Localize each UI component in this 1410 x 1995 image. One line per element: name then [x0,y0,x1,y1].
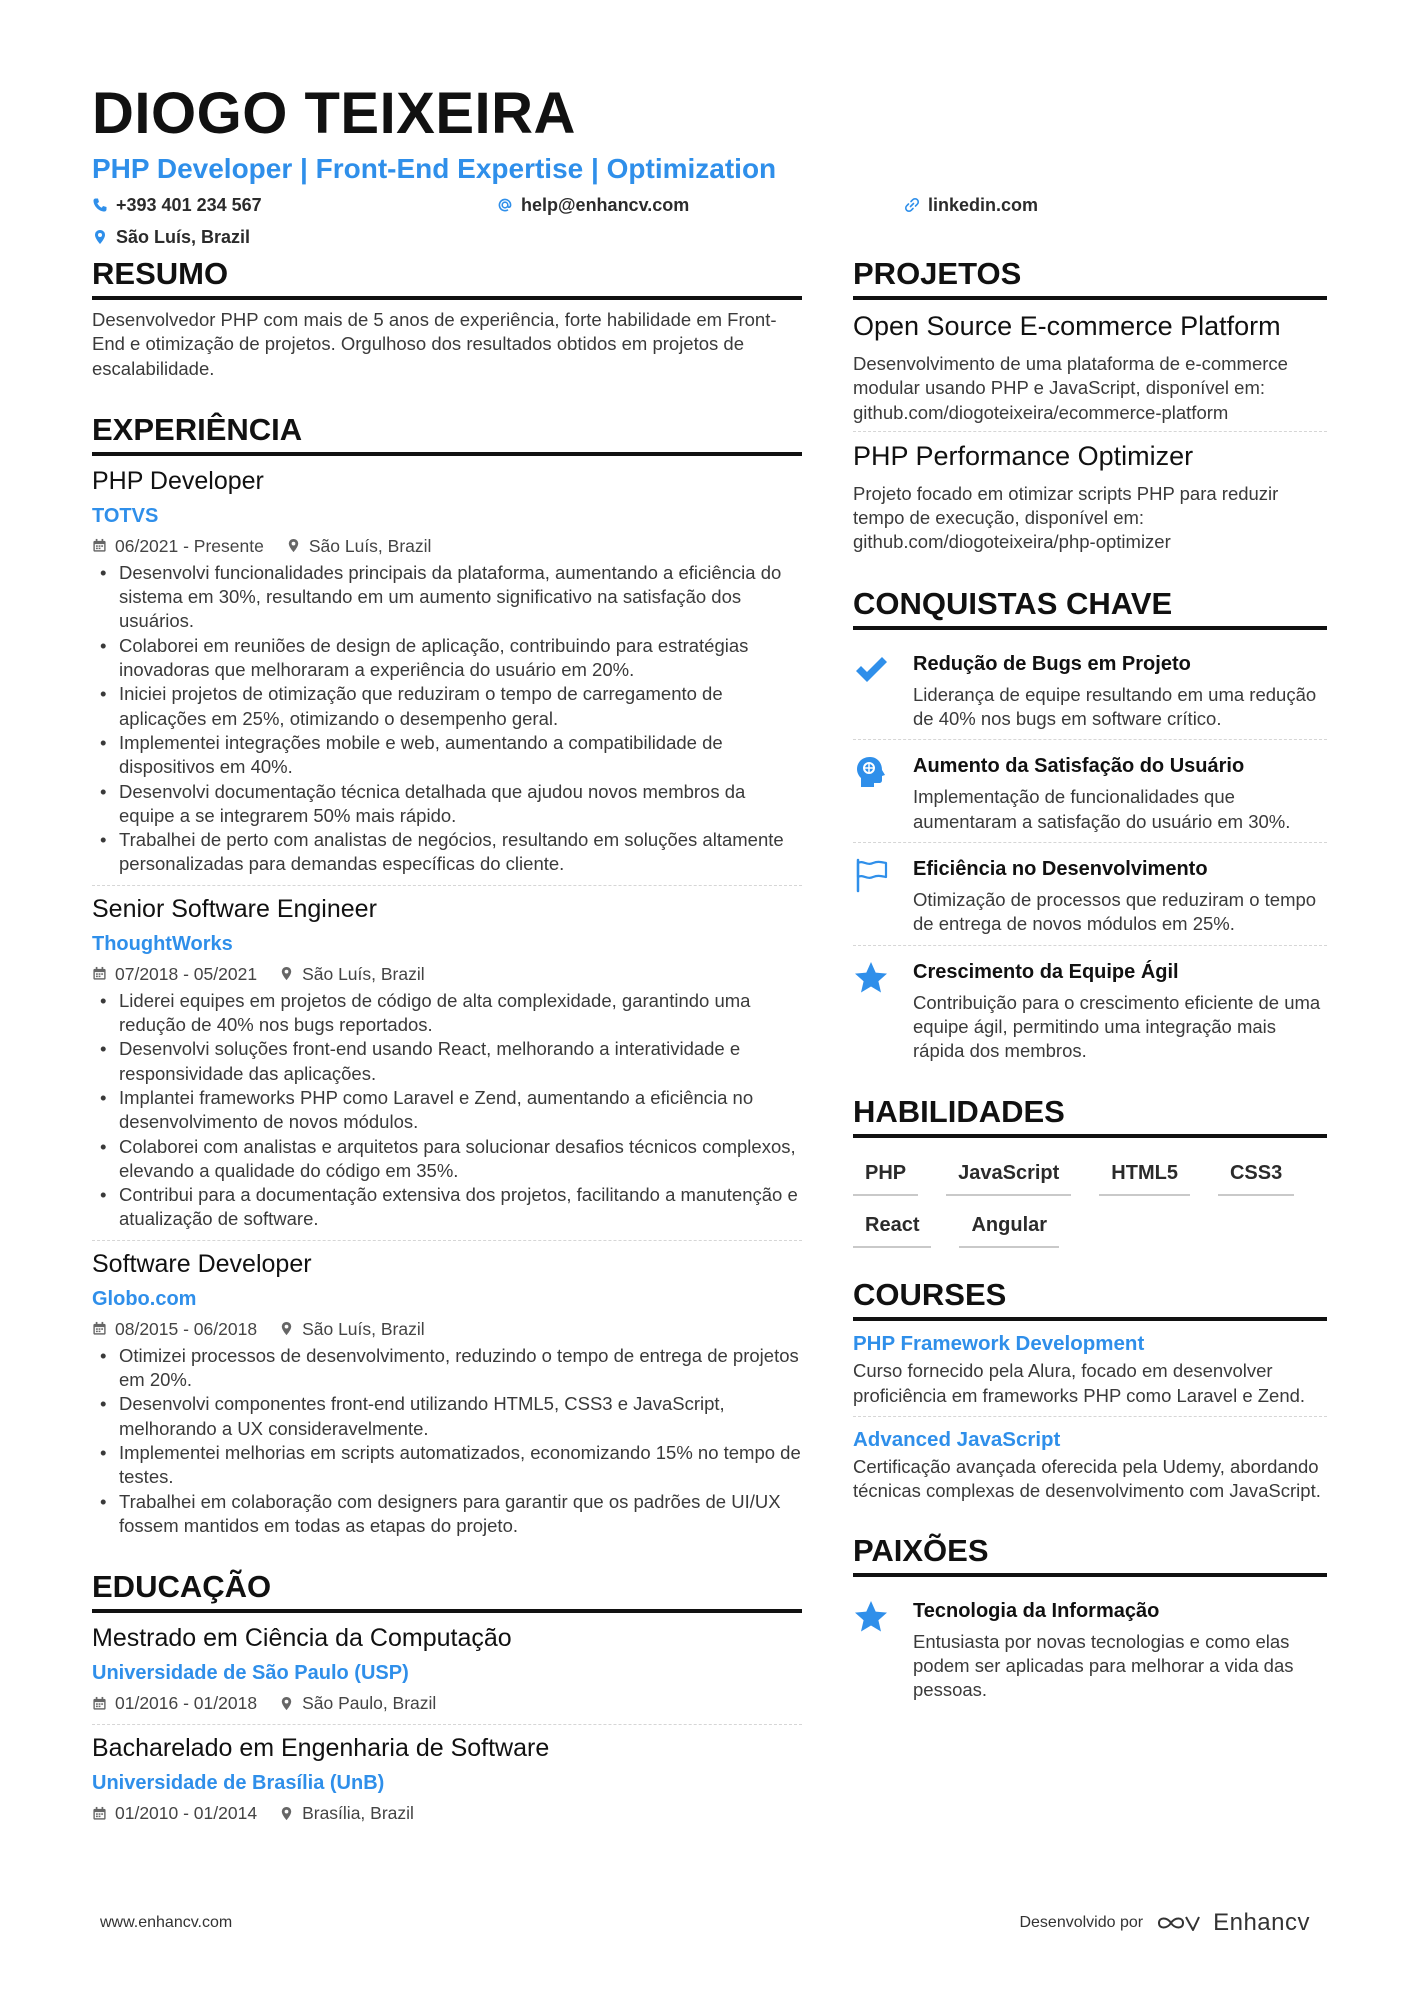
projetos-section [853,255,1327,555]
education-location-text: Brasília, Brazil [302,1803,414,1824]
contact-row [92,192,1332,218]
section-title-habilidades: HABILIDADES [853,1093,1327,1138]
job-entry [92,1241,802,1538]
education-school: Universidade de Brasília (UnB) [92,1772,385,1795]
candidate-tagline: PHP Developer | Front-End Expertise | Optimization [92,153,777,184]
job-bullet: • Desenvolvi documentação técnica detalhada que ajudou novos membros da equipe a se integrarem 50% mais rápido. [92,780,802,829]
project-desc: Desenvolvimento de uma plataforma de e-commerce modular usando PHP e JavaScript, disponível em: github.com/diogoteixeira/ecommerce-platform [853,353,1288,423]
section-title-courses: COURSES [853,1276,1327,1321]
job-bullets [92,989,802,1232]
phone-text: +393 401 234 567 [116,194,262,215]
job-company: TOTVS [92,504,159,527]
calendar-icon [92,1696,107,1711]
star-icon [853,960,889,996]
passion-title: Tecnologia da Informação [913,1599,1160,1622]
courses-section [853,1276,1327,1503]
education-school: Universidade de São Paulo (USP) [92,1662,409,1685]
location-pin-icon [279,966,294,981]
education-degree: Mestrado em Ciência da Computação [92,1624,512,1653]
location-pin-icon [279,1321,294,1336]
contact-phone [92,195,497,216]
job-location-text: São Luís, Brazil [308,535,432,556]
location-text: São Luís, Brazil [116,226,251,247]
project-title: Open Source E-commerce Platform [853,311,1281,341]
check-icon [853,652,889,688]
education-location-text: São Paulo, Brazil [302,1693,437,1714]
course-title: Advanced JavaScript [853,1428,1061,1452]
job-bullet: • Trabalhei em colaboração com designers para garantir que os padrões de UI/UX fossem mantidos em todas as etapas do projeto. [92,1490,802,1539]
job-dates [92,1316,257,1342]
course-entry [853,1417,1327,1504]
job-bullet: • Contribui para a documentação extensiva dos projetos, facilitando a manutenção e atualização de software. [92,1183,802,1232]
education-entry [92,1725,802,1826]
location-pin-icon [92,229,108,245]
skill-tag: CSS3 [1218,1156,1294,1196]
education-dates [92,1690,257,1716]
job-bullet: • Desenvolvi componentes front-end utilizando HTML5, CSS3 e JavaScript, melhorando a UX consideravelmente. [92,1392,802,1441]
achievement-item [853,638,1327,741]
job-dates [92,533,264,559]
section-title-projetos: PROJETOS [853,255,1327,300]
skill-tag: React [853,1208,931,1248]
education-entry [92,1621,802,1725]
job-location-text: São Luís, Brazil [302,963,425,984]
achievement-title: Eficiência no Desenvolvimento [913,857,1208,880]
achievement-content [913,752,1327,834]
phone-icon [92,197,108,213]
link-text[interactable]: linkedin.com [928,194,1039,215]
achievement-content [913,650,1327,732]
job-title: Senior Software Engineer [92,894,377,923]
calendar-icon [92,538,107,553]
education-location [279,1690,436,1716]
resumo-section [92,255,802,381]
job-bullets [92,561,802,877]
achievement-content [913,958,1327,1064]
job-dates [92,961,257,987]
section-title-resumo: RESUMO [92,255,802,300]
job-bullets [92,1344,802,1538]
achievement-icon-wrap [853,752,913,834]
course-entry [853,1329,1327,1417]
job-entry [92,886,802,1241]
job-meta [92,533,802,559]
job-title: PHP Developer [92,466,264,495]
job-location [279,1316,425,1342]
achievement-content [913,855,1327,937]
education-degree: Bacharelado em Engenharia de Software [92,1734,550,1763]
passion-content [913,1597,1327,1703]
section-title-experiencia: EXPERIÊNCIA [92,411,802,456]
project-desc: Projeto focado em otimizar scripts PHP para reduzir tempo de execução, disponível em: github.com/diogoteixeira/php-optimizer [853,482,1279,553]
email-text[interactable]: help@enhancv.com [521,194,690,215]
skill-tag: PHP [853,1156,918,1196]
job-bullet: • Trabalhei de perto com analistas de negócios, resultando em soluções altamente personalizadas para demandas específicas do cliente. [92,828,802,877]
project-title: PHP Performance Optimizer [853,440,1194,471]
education-meta [92,1690,802,1716]
education-meta [92,1800,802,1826]
link-icon [904,197,920,213]
achievement-desc: Contribuição para o crescimento eficiente de uma equipe ágil, permitindo uma integração mais rápida dos membros. [913,991,1321,1062]
job-location-text: São Luís, Brazil [302,1318,425,1339]
job-bullet: • Desenvolvi funcionalidades principais da plataforma, aumentando a eficiência do sistema em 30%, resultando em um aumento significativo na satisfação dos usuários. [92,561,802,634]
job-bullet: • Colaborei em reuniões de design de aplicação, contribuindo para estratégias inovadoras que melhoraram a experiência do usuário em 20%. [92,634,802,683]
project-entry [853,308,1327,432]
achievement-desc: Liderança de equipe resultando em uma redução de 40% nos bugs em software crítico. [913,683,1317,730]
job-dates-text: 07/2018 - 05/2021 [115,963,258,984]
experiencia-section [92,411,802,1538]
job-bullet: • Implementei melhorias em scripts automatizados, economizando 15% no tempo de testes. [92,1441,802,1490]
education-location [279,1800,414,1826]
calendar-icon [92,1321,107,1336]
job-meta [92,961,802,987]
right-column [853,255,1327,1711]
paixoes-section [853,1532,1327,1711]
achievement-icon-wrap [853,958,913,1064]
conquistas-section [853,585,1327,1072]
footer-brand-name: Enhancv [1213,1909,1310,1936]
project-entry [853,432,1327,555]
section-title-paixoes: PAIXÕES [853,1532,1327,1577]
achievement-title: Aumento da Satisfação do Usuário [913,755,1245,778]
educacao-section [92,1568,802,1826]
achievement-item [853,843,1327,946]
footer [100,1909,1310,1937]
job-location [286,533,432,559]
passion-icon-wrap [853,1597,913,1703]
achievement-desc: Implementação de funcionalidades que aumentaram a satisfação do usuário em 30%. [913,786,1291,832]
star-icon [853,1599,889,1635]
footer-site-link[interactable]: www.enhancv.com [100,1914,233,1931]
achievement-desc: Otimização de processos que reduziram o tempo de entrega de novos módulos em 25%. [913,888,1317,935]
job-entry [92,464,802,886]
job-company: ThoughtWorks [92,932,233,955]
course-desc: Certificação avançada oferecida pela Udemy, abordando técnicas complexas de desenvolvimento com JavaScript. [853,1456,1321,1502]
candidate-name: DIOGO TEIXEIRA [92,81,576,146]
skills-list [853,1146,1327,1248]
calendar-icon [92,966,107,981]
passion-desc: Entusiasta por novas tecnologias e como elas podem ser aplicadas para melhorar a vida das pessoas. [913,1630,1294,1701]
contact-row-2 [92,224,1332,250]
achievement-item [853,740,1327,843]
course-desc: Curso fornecido pela Alura, focado em desenvolver proficiência em frameworks PHP como Laravel e Zend. [853,1360,1306,1406]
left-column [92,255,802,1826]
job-location [279,961,425,987]
footer-brand[interactable] [1019,1909,1310,1937]
education-dates [92,1800,257,1826]
job-bullet: • Implementei integrações mobile e web, aumentando a compatibilidade de dispositivos em 40%. [92,731,802,780]
skill-tag: HTML5 [1099,1156,1190,1196]
skill-tag: JavaScript [946,1156,1071,1196]
achievement-title: Crescimento da Equipe Ágil [913,960,1179,983]
section-title-conquistas: CONQUISTAS CHAVE [853,585,1327,630]
footer-powered-text: Desenvolvido por [1019,1914,1144,1931]
flag-icon [853,857,889,893]
contact-email[interactable] [497,195,904,216]
course-title: PHP Framework Development [853,1332,1145,1356]
job-bullet: • Desenvolvi soluções front-end usando React, melhorando a interatividade e responsividade das aplicações. [92,1037,802,1086]
head-icon [853,754,889,790]
job-bullet: • Iniciei projetos de otimização que reduziram o tempo de carregamento de aplicações em 25%, otimizando o desempenho geral. [92,682,802,731]
job-dates-text: 06/2021 - Presente [115,535,264,556]
habilidades-section [853,1093,1327,1248]
resume-header [92,82,1332,250]
job-bullet: • Liderei equipes em projetos de código de alta complexidade, garantindo uma redução de 40% nos bugs reportados. [92,989,802,1038]
achievement-icon-wrap [853,855,913,937]
location-pin-icon [279,1696,294,1711]
education-dates-text: 01/2010 - 01/2014 [115,1803,258,1824]
location-pin-icon [286,538,301,553]
calendar-icon [92,1806,107,1821]
job-bullet: • Colaborei com analistas e arquitetos para solucionar desafios técnicos complexos, elevando a qualidade do código em 35%. [92,1135,802,1184]
contact-link[interactable] [904,195,1038,216]
job-bullet: • Otimizei processos de desenvolvimento, reduzindo o tempo de entrega de projetos em 20%. [92,1344,802,1393]
contact-location [92,227,250,248]
achievement-item [853,946,1327,1072]
job-bullet: • Implantei frameworks PHP como Laravel e Zend, aumentando a eficiência no desenvolvimento de novos módulos. [92,1086,802,1135]
location-pin-icon [279,1806,294,1821]
job-company: Globo.com [92,1287,197,1310]
achievement-title: Redução de Bugs em Projeto [913,652,1191,675]
passion-item [853,1585,1327,1711]
at-icon [497,197,513,213]
job-dates-text: 08/2015 - 06/2018 [115,1318,258,1339]
section-title-educacao: EDUCAÇÃO [92,1568,802,1613]
resumo-text: Desenvolvedor PHP com mais de 5 anos de experiência, forte habilidade em Front-End e otimização de projetos. Orgulhoso dos resultados obtidos em projetos de escalabilidade. [92,309,777,379]
job-meta [92,1316,802,1342]
skill-tag: Angular [959,1208,1059,1248]
job-title: Software Developer [92,1249,312,1278]
achievement-icon-wrap [853,650,913,732]
education-dates-text: 01/2016 - 01/2018 [115,1693,258,1714]
enhancv-logo-icon [1155,1911,1201,1935]
